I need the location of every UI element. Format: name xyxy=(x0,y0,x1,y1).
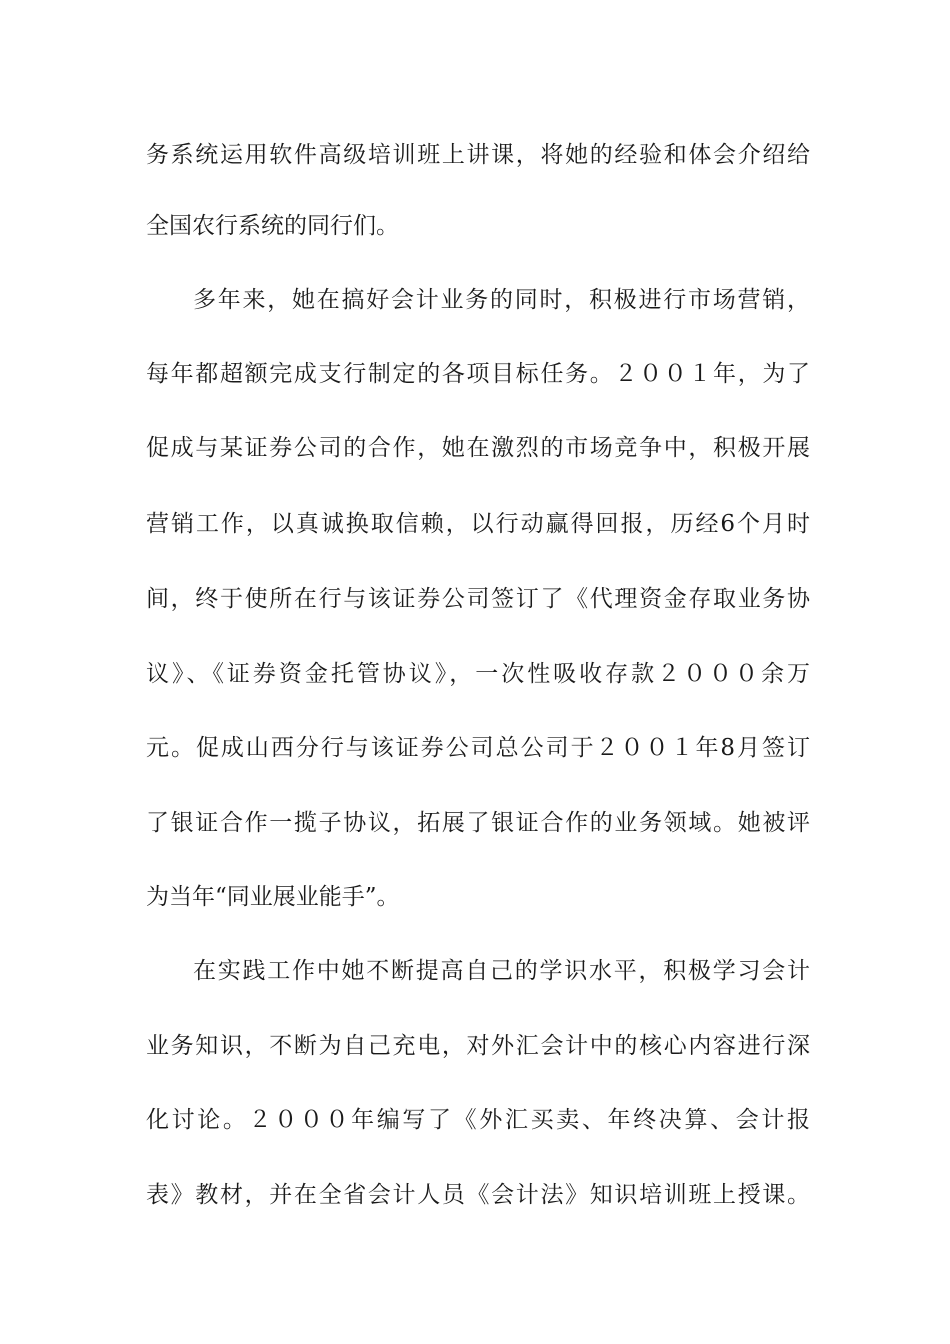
text-line-4: 每年都超额完成支行制定的各项目标任务。２００１年，为了 xyxy=(146,361,810,387)
text-line-15: 表》教材，并在全省会计人员《会计法》知识培训班上授课。 xyxy=(146,1182,810,1208)
text-line-8: 议》、《证券资金托管协议》，一次性吸收存款２０００余万 xyxy=(146,661,810,687)
text-line-10: 了银证合作一揽子协议，拓展了银证合作的业务领域。她被评 xyxy=(146,810,810,836)
text-line-14: 化讨论。２０００年编写了《外汇买卖、年终决算、会计报 xyxy=(146,1107,810,1133)
text-line-2: 全国农行系统的同行们。 xyxy=(146,213,399,239)
paragraph-3-line-1: 在实践工作中她不断提高自己的学识水平，积极学习会计 xyxy=(193,958,810,984)
text-line-6: 营销工作，以真诚换取信赖，以行动赢得回报，历经6个月时 xyxy=(146,511,810,537)
text-line-13: 业务知识，不断为自己充电，对外汇会计中的核心内容进行深 xyxy=(146,1033,810,1059)
text-line-1: 务系统运用软件高级培训班上讲课，将她的经验和体会介绍给 xyxy=(146,142,810,168)
text-line-5: 促成与某证券公司的合作，她在激烈的市场竞争中，积极开展 xyxy=(146,435,810,461)
text-line-11: 为当年“同业展业能手”。 xyxy=(146,884,400,910)
text-line-9: 元。促成山西分行与该证券公司总公司于２００１年8月签订 xyxy=(146,735,810,761)
text-line-7: 间，终于使所在行与该证券公司签订了《代理资金存取业务协 xyxy=(146,586,810,612)
paragraph-2-line-1: 多年来，她在搞好会计业务的同时，积极进行市场营销， xyxy=(193,287,810,313)
